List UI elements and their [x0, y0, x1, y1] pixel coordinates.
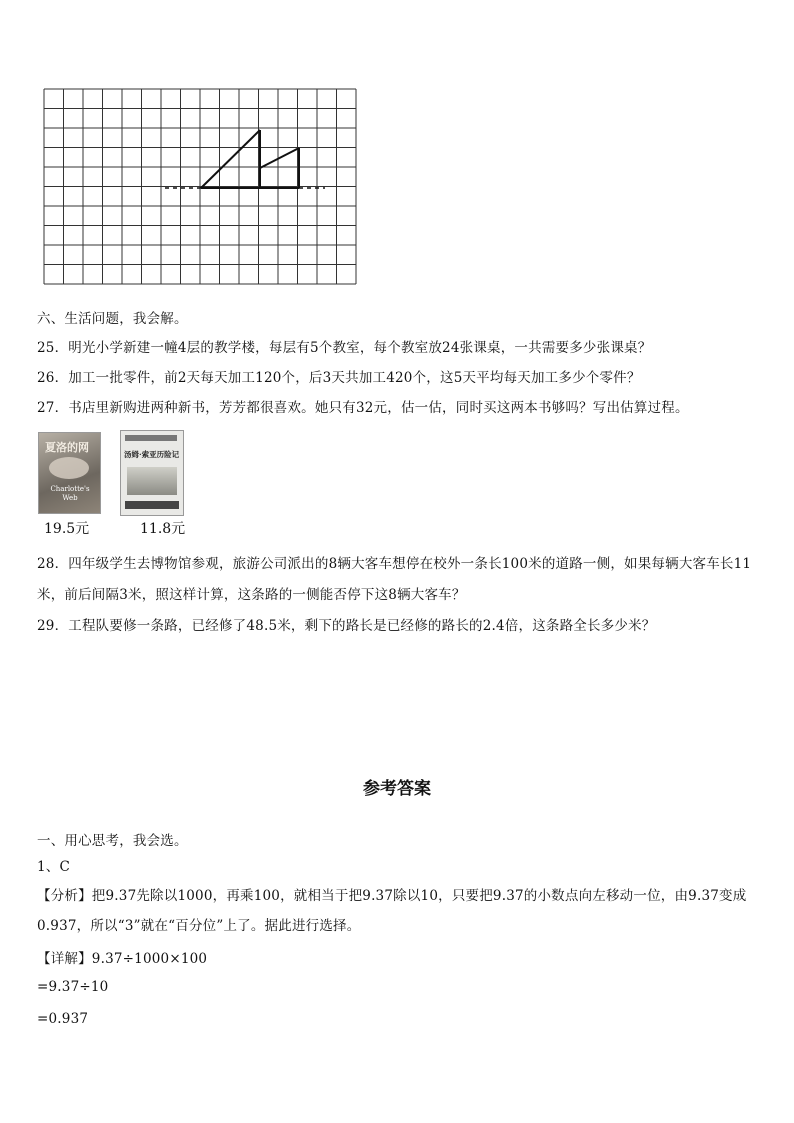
answer-title: 参考答案 — [363, 779, 431, 799]
question-29: 29．工程队要修一条路，已经修了48.5米，剩下的路长是已经修的路长的2.4倍，这条路全长多少米？ — [37, 618, 656, 634]
book-price-2: 11.8元 — [140, 521, 186, 537]
question-28: 28．四年级学生去博物馆参观，旅游公司派出的8辆大客车想停在校外一条长100米的道路一侧，如果每辆大客车长11 — [37, 556, 752, 572]
analysis-line-1: 【分析】把9.37先除以1000，再乘100，就相当于把9.37除以10，只要把9.37的小数点向左移动一位，由9.37变成 — [37, 888, 747, 904]
book-cover-header — [125, 435, 177, 441]
answer-section-heading: 一、用心思考，我会选。 — [37, 833, 188, 849]
book-cover-footer — [125, 501, 179, 509]
book-cover-title: 夏洛的网 — [45, 441, 89, 454]
book-illustration — [49, 457, 89, 479]
detail-step-2: =0.937 — [37, 1011, 89, 1027]
book-cover-title: 汤姆·索亚历险记 — [124, 450, 180, 459]
question-25: 25．明光小学新建一幢4层的教学楼，每层有5个教室，每个教室放24张课桌，一共需要多少张课桌？ — [37, 340, 652, 356]
question-28-cont: 米，前后间隔3米，照这样计算，这条路的一侧能否停下这8辆大客车？ — [37, 587, 466, 603]
analysis-line-2: 0.937，所以“3”就在“百分位”上了。据此进行选择。 — [37, 918, 361, 934]
book-price-1: 19.5元 — [44, 521, 90, 537]
book-cover-subtitle: Charlotte's Web — [50, 485, 90, 502]
grid-figure — [43, 88, 361, 300]
grid-svg — [43, 88, 361, 296]
shape-edge — [201, 130, 260, 188]
question-26: 26．加工一批零件，前2天每天加工120个，后3天共加工420个，这5天平均每天加工多少个零件？ — [37, 370, 641, 386]
detail-line: 【详解】9.37÷1000×100 — [37, 951, 208, 967]
section-heading: 六、生活问题，我会解。 — [37, 311, 188, 327]
question-27: 27．书店里新购进两种新书，芳芳都很喜欢。她只有32元，估一估，同时买这两本书够吗？写出估算过程。 — [37, 400, 689, 416]
answer-item-1: 1、C — [37, 859, 71, 875]
detail-step-1: =9.37÷10 — [37, 979, 109, 995]
book-cover-tom-sawyer — [120, 430, 184, 516]
book-illustration — [127, 467, 177, 495]
book-cover-charlottes-web — [38, 432, 101, 514]
shape-edge — [260, 148, 299, 168]
